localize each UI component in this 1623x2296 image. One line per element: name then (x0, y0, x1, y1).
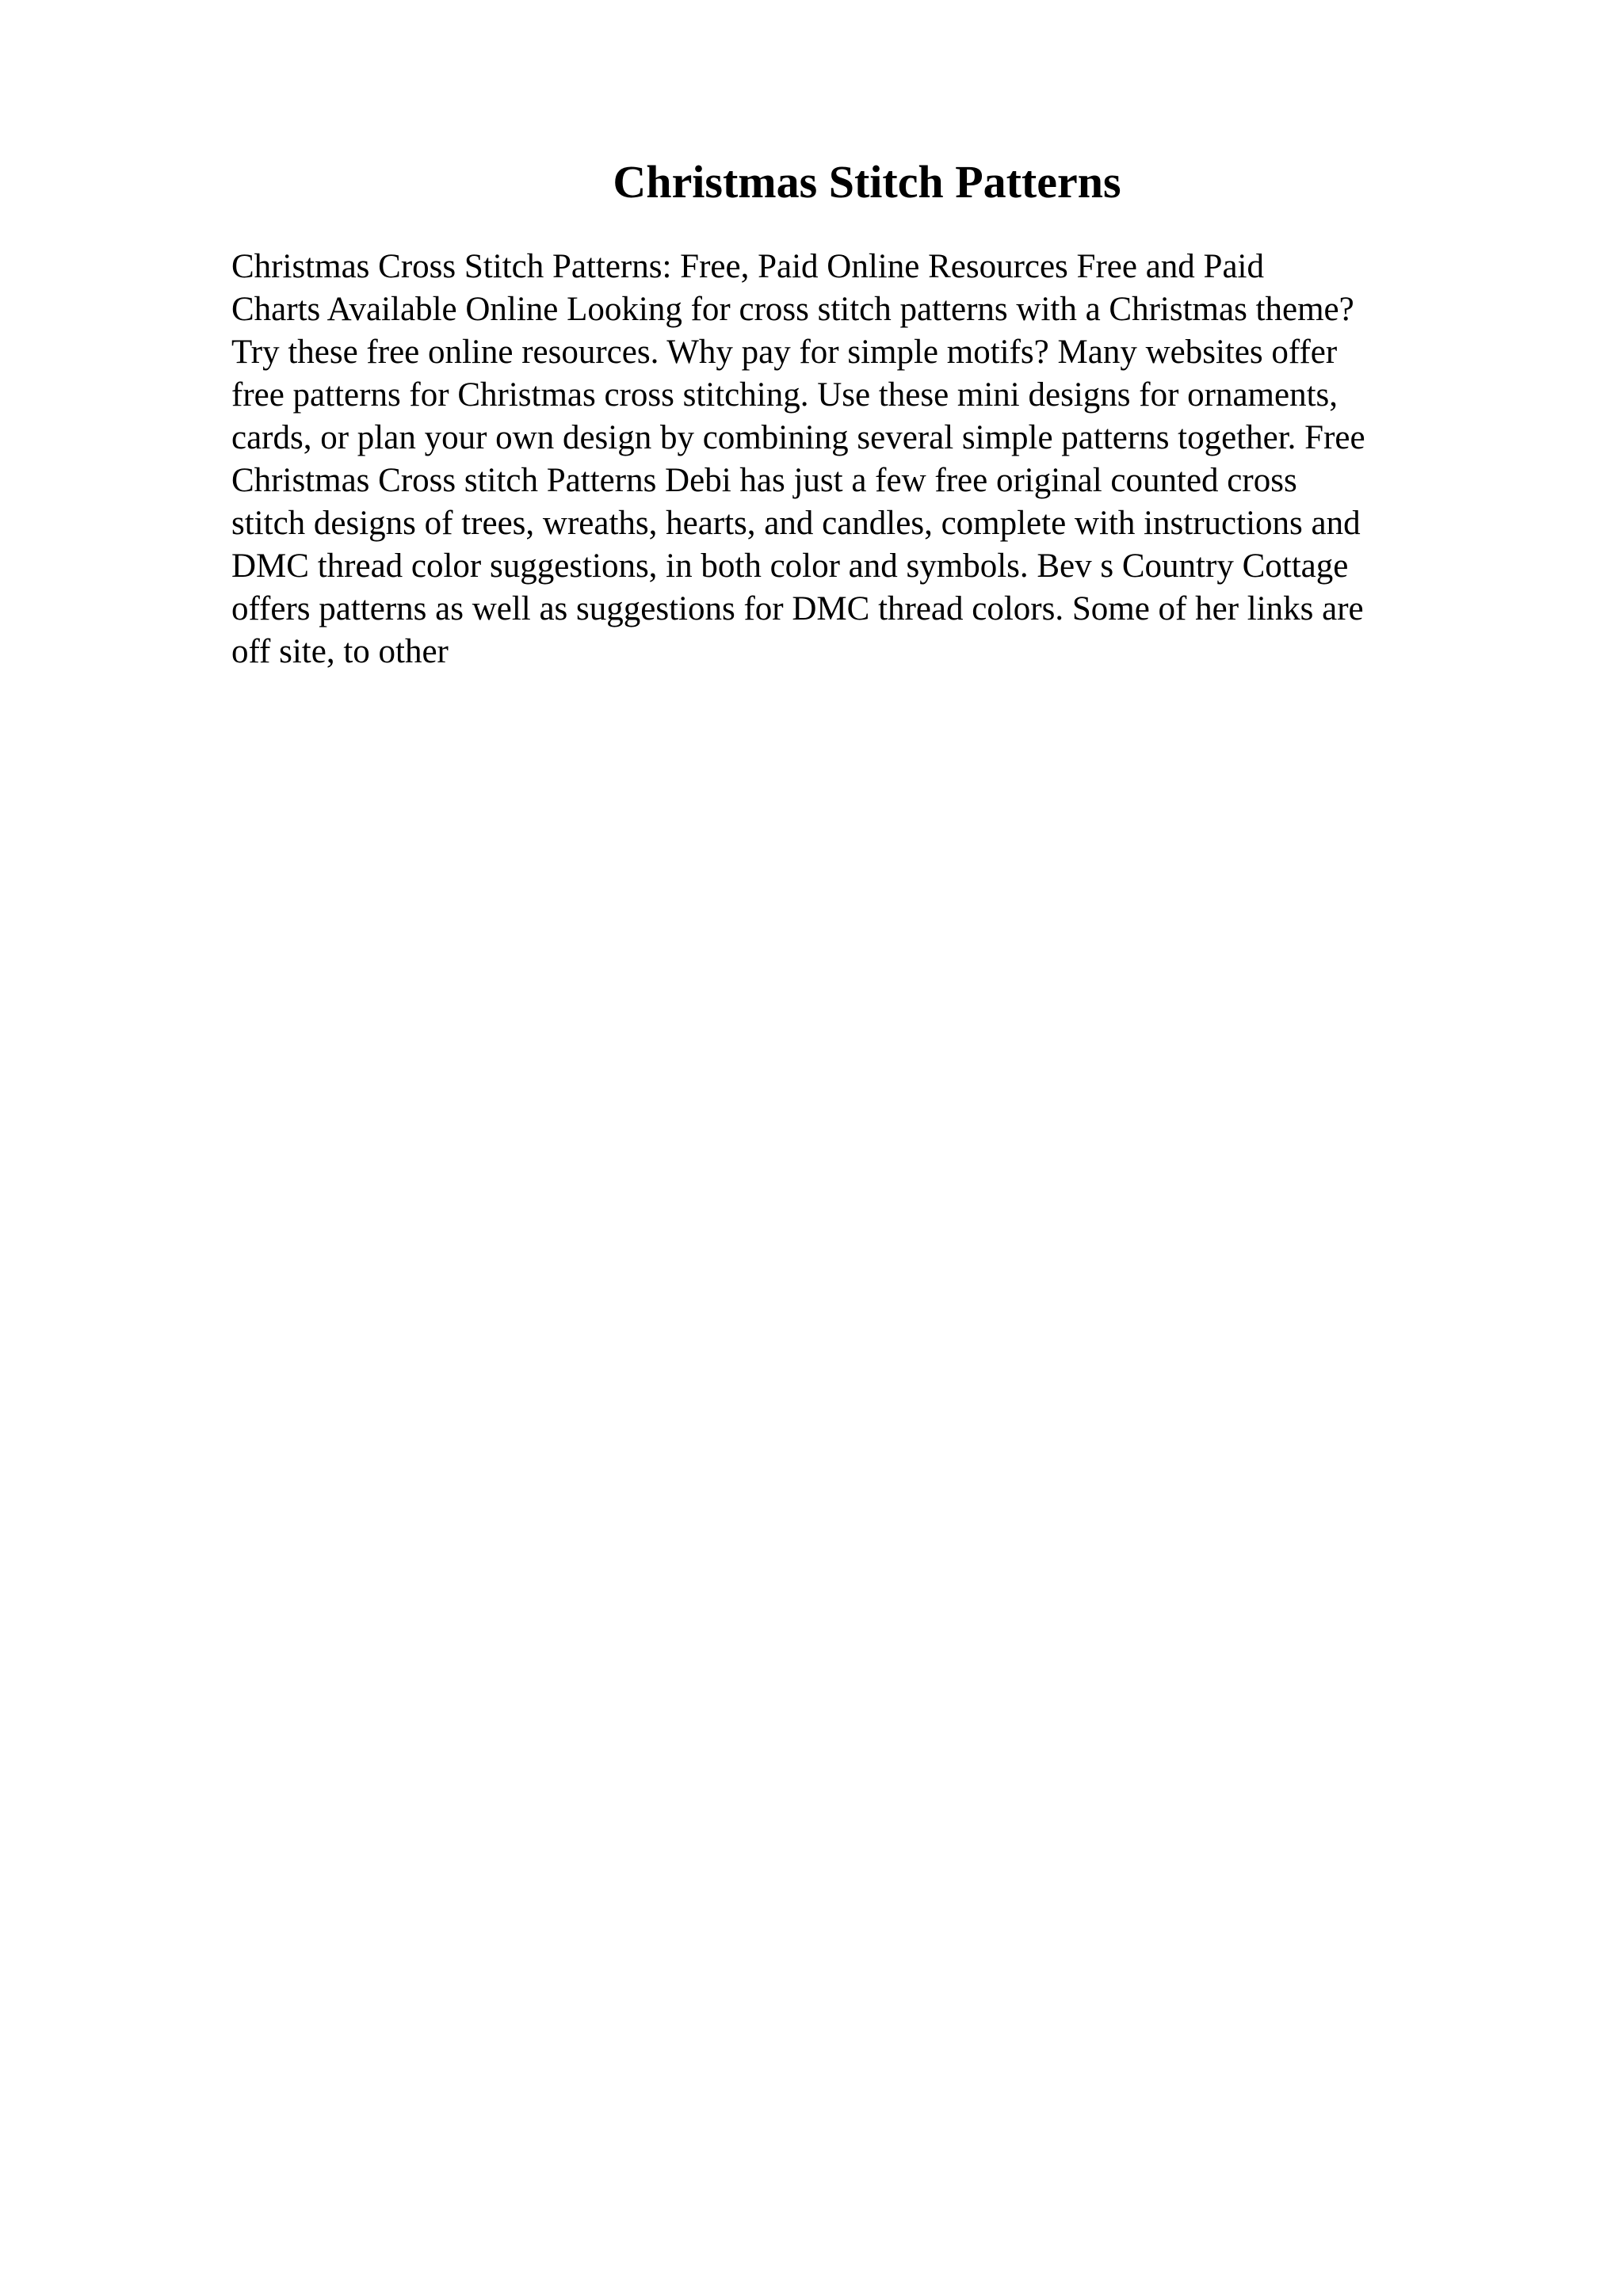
body-line: offers patterns as well as suggestions for DMC thread colors. Some of her links are (231, 590, 1364, 627)
body-line: Christmas Cross stitch Patterns Debi has just a few free original counted cross (231, 462, 1297, 499)
document-body (231, 246, 1472, 673)
body-line: Charts Available Online Looking for cross stitch patterns with a Christmas theme? (231, 291, 1354, 328)
body-line: cards, or plan your own design by combining several simple patterns together. Free (231, 419, 1365, 456)
body-line: free patterns for Christmas cross stitching. Use these mini designs for ornaments, (231, 376, 1338, 414)
body-line: stitch designs of trees, wreaths, hearts, and candles, complete with instructions and (231, 505, 1361, 542)
document-title: Christmas Stitch Patterns (613, 156, 1121, 208)
body-line: Try these free online resources. Why pay for simple motifs? Many websites offer (231, 334, 1338, 371)
body-line: off site, to other (231, 633, 449, 670)
body-line: Christmas Cross Stitch Patterns: Free, Paid Online Resources Free and Paid (231, 248, 1264, 285)
body-line: DMC thread color suggestions, in both color and symbols. Bev s Country Cottage (231, 547, 1349, 585)
